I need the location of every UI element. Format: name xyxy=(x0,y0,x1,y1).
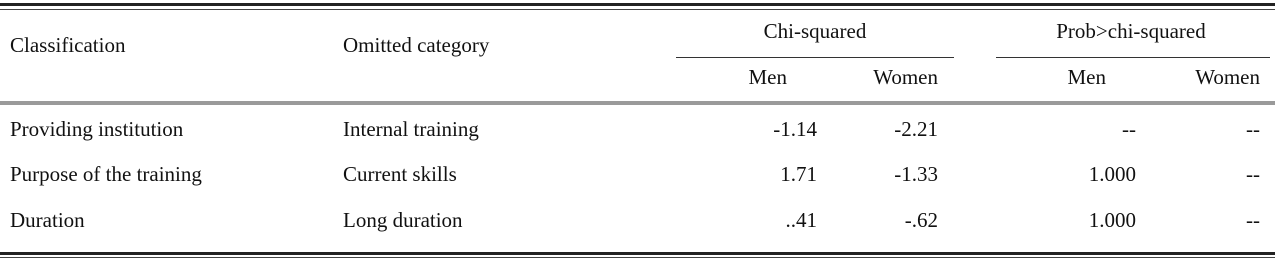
row-omitted-category: Long duration xyxy=(343,208,463,232)
header-prob-chi-squared: Prob>chi-squared xyxy=(1056,19,1206,43)
header-prob-men: Men xyxy=(1067,65,1106,89)
top-rule-thin xyxy=(0,9,1275,10)
header-divider xyxy=(0,101,1275,105)
bottom-rule-thin xyxy=(0,257,1275,258)
row-chi-men: ..41 xyxy=(785,208,817,232)
header-omitted-category: Omitted category xyxy=(343,33,490,57)
row-prob-women: -- xyxy=(1246,117,1260,141)
row-classification: Providing institution xyxy=(10,117,184,141)
row-prob-men: -- xyxy=(1122,117,1136,141)
row-prob-men: 1.000 xyxy=(1088,208,1136,232)
chi-squared-underline xyxy=(676,57,954,58)
top-rule xyxy=(0,3,1275,6)
header-prob-women: Women xyxy=(1195,65,1260,89)
header-chi-men: Men xyxy=(748,65,787,89)
row-chi-men: -1.14 xyxy=(773,117,817,141)
row-classification: Purpose of the training xyxy=(10,162,202,186)
row-prob-men: 1.000 xyxy=(1088,162,1136,186)
bottom-rule xyxy=(0,252,1275,255)
row-classification: Duration xyxy=(10,208,85,232)
row-chi-women: -1.33 xyxy=(894,162,938,186)
prob-underline xyxy=(996,57,1270,58)
row-prob-women: -- xyxy=(1246,162,1260,186)
header-chi-squared: Chi-squared xyxy=(763,19,867,43)
row-omitted-category: Current skills xyxy=(343,162,457,186)
row-chi-women: -.62 xyxy=(904,208,938,232)
row-chi-women: -2.21 xyxy=(894,117,938,141)
row-omitted-category: Internal training xyxy=(343,117,479,141)
row-prob-women: -- xyxy=(1246,208,1260,232)
header-chi-women: Women xyxy=(873,65,938,89)
header-classification: Classification xyxy=(10,33,126,57)
row-chi-men: 1.71 xyxy=(780,162,817,186)
